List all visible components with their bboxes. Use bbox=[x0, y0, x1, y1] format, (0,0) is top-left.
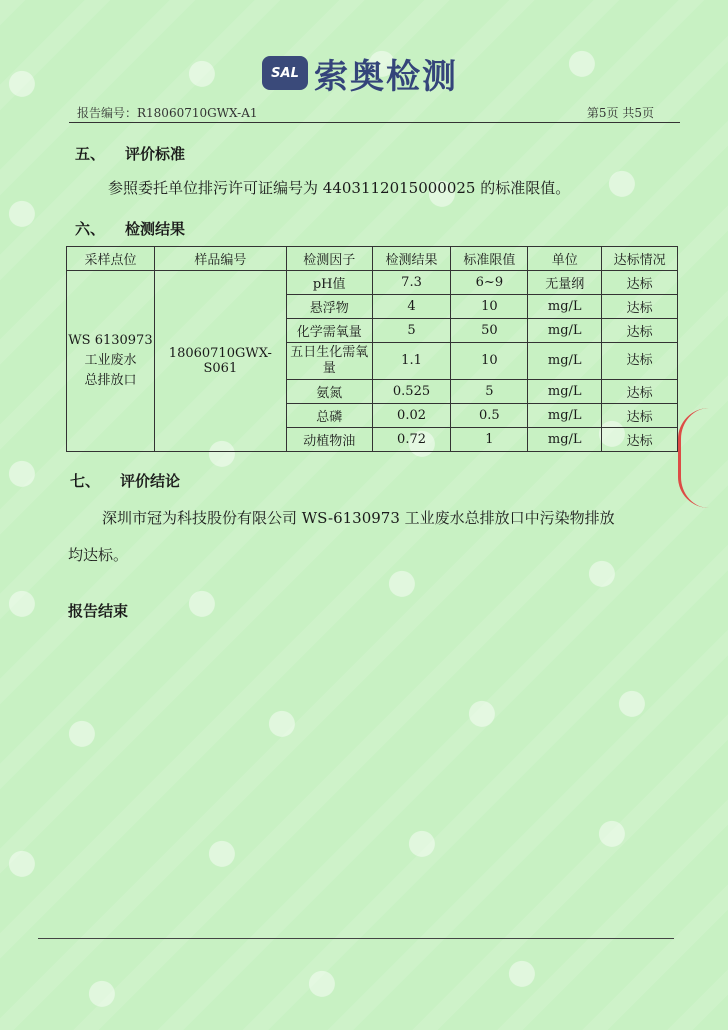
table-row bbox=[67, 271, 678, 295]
result-cell: 4 bbox=[372, 295, 451, 319]
header-cell: 样品编号 bbox=[154, 247, 286, 271]
header-cell: 达标情况 bbox=[602, 247, 678, 271]
company-logo bbox=[262, 53, 458, 97]
limit-cell: 6~9 bbox=[451, 271, 528, 295]
limit-cell: 50 bbox=[451, 319, 528, 343]
location-line: 工业废水 bbox=[84, 353, 137, 368]
limit-cell: 5 bbox=[451, 380, 528, 404]
section-title: 评价标准 bbox=[125, 145, 186, 163]
unit-cell: mg/L bbox=[528, 404, 602, 428]
report-meta bbox=[77, 104, 654, 120]
status-cell: 达标 bbox=[602, 319, 678, 343]
unit-cell: mg/L bbox=[528, 295, 602, 319]
seal-stamp-edge bbox=[678, 408, 709, 508]
factor-cell: 化学需氧量 bbox=[286, 319, 372, 343]
result-cell: 0.02 bbox=[372, 404, 451, 428]
header-cell: 检测结果 bbox=[372, 247, 451, 271]
result-cell: 1.1 bbox=[372, 343, 451, 380]
section-title: 检测结果 bbox=[125, 220, 186, 238]
result-cell: 7.3 bbox=[372, 271, 451, 295]
evaluation-standard-text: 参照委托单位排污许可证编号为 4403112015000025 的标准限值。 bbox=[108, 179, 571, 197]
unit-cell: mg/L bbox=[528, 343, 602, 380]
result-cell: 0.72 bbox=[372, 428, 451, 452]
status-cell: 达标 bbox=[602, 428, 678, 452]
sampling-location-cell bbox=[67, 271, 155, 452]
section-heading-5 bbox=[75, 143, 185, 164]
page-info: 第5页 共5页 bbox=[586, 106, 654, 120]
factor-cell: 五日生化需氧量 bbox=[286, 343, 372, 380]
section-heading-6 bbox=[75, 218, 185, 239]
factor-cell: pH值 bbox=[286, 271, 372, 295]
factor-cell: 总磷 bbox=[286, 404, 372, 428]
header-divider bbox=[69, 122, 680, 123]
report-number: 报告编号：R18060710GWX-A1 bbox=[77, 106, 258, 120]
conclusion-line-1: 深圳市冠为科技股份有限公司 WS-6130973 工业废水总排放口中污染物排放 bbox=[102, 509, 615, 527]
logo-badge: SAL bbox=[262, 56, 308, 90]
section-number: 五、 bbox=[75, 145, 106, 163]
status-cell: 达标 bbox=[602, 404, 678, 428]
sample-id-cell: 18060710GWX-S061 bbox=[154, 271, 286, 452]
status-cell: 达标 bbox=[602, 271, 678, 295]
header-cell: 单位 bbox=[528, 247, 602, 271]
status-cell: 达标 bbox=[602, 343, 678, 380]
factor-cell: 悬浮物 bbox=[286, 295, 372, 319]
unit-cell: 无量纲 bbox=[528, 271, 602, 295]
location-line: WS 6130973 bbox=[68, 333, 153, 348]
results-table bbox=[66, 246, 678, 452]
section-number: 六、 bbox=[75, 220, 106, 238]
result-cell: 0.525 bbox=[372, 380, 451, 404]
report-end-label: 报告结束 bbox=[68, 602, 129, 620]
table-header-row bbox=[67, 247, 678, 271]
footer-divider bbox=[38, 938, 674, 939]
status-cell: 达标 bbox=[602, 295, 678, 319]
section-number: 七、 bbox=[70, 472, 101, 490]
limit-cell: 1 bbox=[451, 428, 528, 452]
logo-text: 索奥检测 bbox=[314, 56, 458, 97]
location-line: 总排放口 bbox=[84, 373, 137, 388]
section-title: 评价结论 bbox=[120, 472, 181, 490]
limit-cell: 10 bbox=[451, 295, 528, 319]
limit-cell: 10 bbox=[451, 343, 528, 380]
result-cell: 5 bbox=[372, 319, 451, 343]
factor-cell: 氨氮 bbox=[286, 380, 372, 404]
limit-cell: 0.5 bbox=[451, 404, 528, 428]
status-cell: 达标 bbox=[602, 380, 678, 404]
header-cell: 标准限值 bbox=[451, 247, 528, 271]
factor-cell: 动植物油 bbox=[286, 428, 372, 452]
header-cell: 检测因子 bbox=[286, 247, 372, 271]
section-heading-7 bbox=[70, 470, 180, 491]
conclusion-line-2: 均达标。 bbox=[68, 546, 129, 564]
header-cell: 采样点位 bbox=[67, 247, 155, 271]
unit-cell: mg/L bbox=[528, 319, 602, 343]
unit-cell: mg/L bbox=[528, 428, 602, 452]
unit-cell: mg/L bbox=[528, 380, 602, 404]
